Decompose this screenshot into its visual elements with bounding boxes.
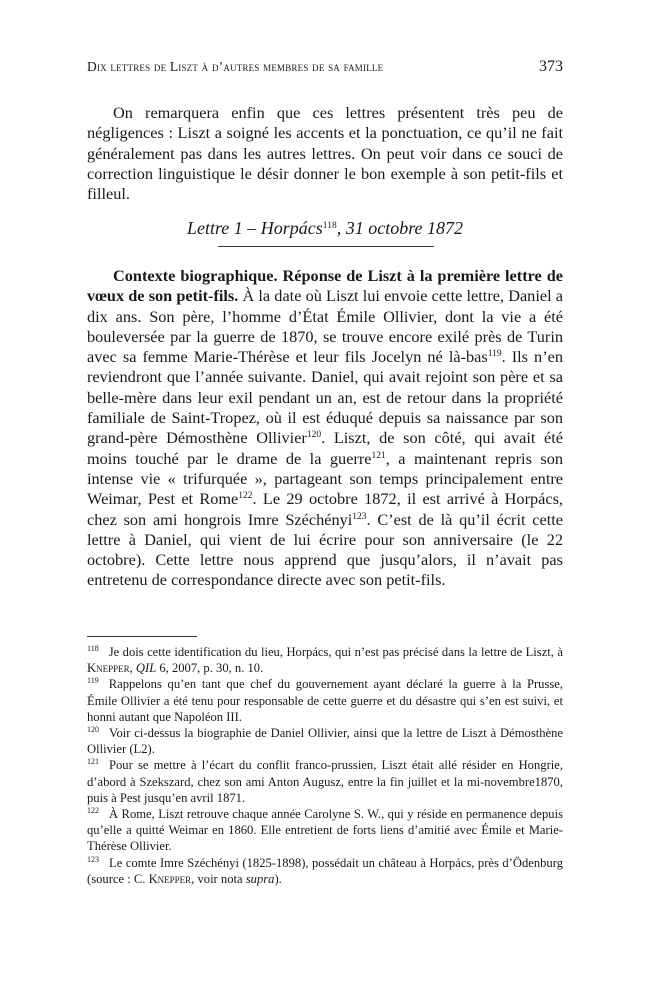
footnote-text: À Rome, Liszt retrouve chaque année Carolyne S. W., qui y réside en permanence depuis qu’elle a quitté Weimar en 1860. Elle entretient de forts liens d’amitié avec Émile et Marie-Thérèse Ollivier. [87,807,563,854]
footnote-ref-123[interactable]: 123 [352,511,367,522]
letter-heading-date: , 31 octobre 1872 [336,218,464,238]
context-sentence-4: , a maintenant repris son intense vie « trifurquée », partageant son temps principalement entre Weimar, Pest et Rome [87,448,563,509]
page-number: 373 [539,58,563,75]
footnote-122 [87,806,563,855]
context-sentence-3: . Liszt, de son côté, qui avait été moins touché par le drame de la guerre [87,428,564,468]
footnote-ref-119[interactable]: 119 [487,349,502,360]
footnote-118 [87,644,563,676]
footnote-ref-120[interactable]: 120 [306,430,322,441]
context-paragraph [87,266,563,591]
context-sentence-6: . C’est de là qu’il écrit cette lettre à Daniel, qui vient de lui écrire pour son anniversaire (le 22 octobre). Cette lettre nous apprend que jusqu’alors, il n’avait pas entretenu de correspondance directe avec son petit-fils. [87,509,564,590]
footnote-text: , [129,661,136,676]
footnote-119 [87,676,563,725]
letter-heading-text: Lettre 1 – Horpács [186,218,323,238]
footnotes [87,644,563,887]
footnote-123 [87,855,563,887]
supra-term: supra [245,871,275,886]
footnote-number: 118 [87,644,99,653]
running-title: Dix lettres de Liszt à d’autres membres de sa famille [87,59,384,74]
footnote-number: 122 [87,806,99,816]
footnote-120 [87,725,563,757]
footnote-121 [87,757,563,806]
footnote-number: 120 [87,725,99,735]
intro-paragraph [87,103,563,204]
footnote-text: 6, 2007, p. 30, n. 10. [156,661,264,676]
context-sentence-2: . Ils n’en reviendront que l’année suivante. Daniel, qui avait rejoint son père et sa belle-mère dans leur exil pendant un an, est de retour dans la propriété familiale de Saint-Tropez, où il est éduqué depuis sa naissance par son grand-père Démosthène Ollivier [87,347,563,448]
footnote-text: Je dois cette identification du lieu, Horpács, qui n’est pas précisé dans la lettre de Liszt, à [108,645,563,659]
author-name: Knepper [148,871,192,886]
author-name: Knepper [87,661,130,676]
footnote-separator [87,636,197,637]
context-text [87,266,563,591]
intro-text: On remarquera enfin que ces lettres présentent très peu de négligences : Liszt a soigné les accents et la ponctuation, ce qu’il ne fait généralement pas dans les autres lettres. On peut voir dans ce souci de correction linguistique le désir donner le bon exemple à son petit-fils et filleul. [87,103,563,204]
footnote-text: Voir ci-dessus la biographie de Daniel Ollivier, ainsi que la lettre de Liszt à Démosthène Ollivier (L2). [87,726,563,757]
footnote-text: Le comte Imre Széchényi (1825-1898), possédait un château à Horpács, près d’Ödenburg (source : C. [87,855,563,886]
footnote-number: 121 [87,757,99,767]
footnote-number: 123 [87,854,99,864]
context-bold-lead: Contexte biographique. Réponse de Liszt à la première lettre de vœux de son petit-fils. [87,266,563,306]
footnote-text: , voir nota [191,871,246,886]
running-head [87,58,563,76]
footnote-ref-122[interactable]: 122 [238,491,253,502]
context-sentence-5: . Le 29 octobre 1872, il est arrivé à Horpács, chez son ami hongrois Imre Széchényi [87,489,563,529]
letter-heading [87,218,563,239]
footnote-ref-118[interactable]: 118 [322,221,337,231]
context-sentence-1: À la date où Liszt lui envoie cette lettre, Daniel a dix ans. Son père, l’homme d’État Émile Ollivier, dont la vie a été bouleversée par la guerre de 1870, se trouve encore exilé près de Turin avec sa femme Marie-Thérèse et leur fils Jocelyn né là-bas [87,286,563,367]
footnote-ref-121[interactable]: 121 [371,450,386,461]
footnote-number: 119 [87,676,99,686]
footnote-text: Rappelons qu’en tant que chef du gouvernement ayant déclaré la guerre à la Prusse, Émile Ollivier a été tenu pour responsable de cette guerre et du désastre qui s’en est suivi, et honni autant que Napoléon III. [87,677,563,724]
footnote-text: Pour se mettre à l’écart du conflit franco-prussien, Liszt était allé résider en Hongrie, d’abord à Szekszard, chez son ami Anton Augusz, entre la fin juillet et la mi-novembre1870, puis à Pest jusqu’en avril 1871. [87,758,563,805]
heading-rule [218,246,434,247]
journal-title: QIL [135,661,157,676]
footnote-text: ). [274,871,282,886]
